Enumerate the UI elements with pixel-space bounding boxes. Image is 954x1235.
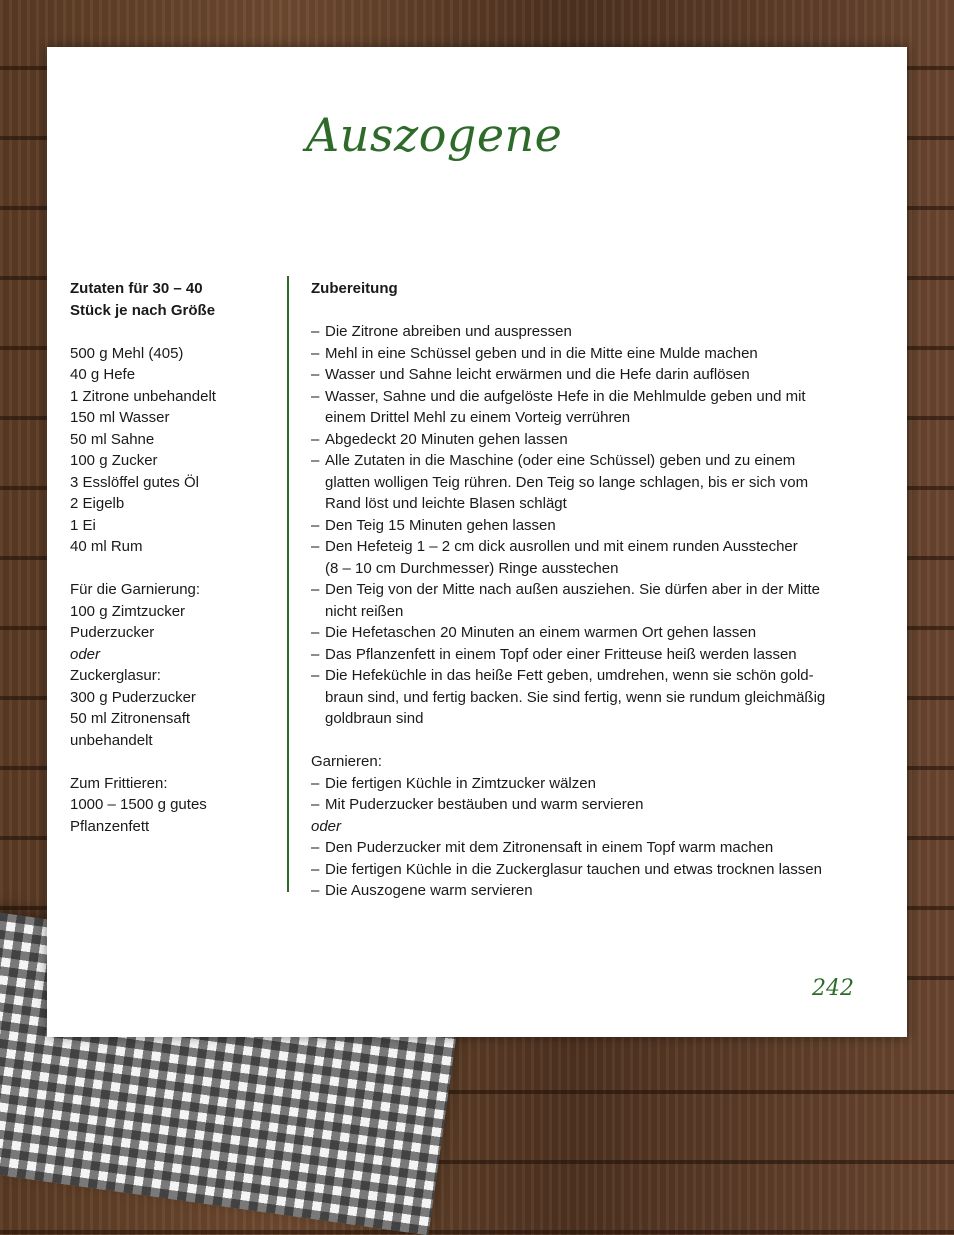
dash-bullet: – [311,516,320,534]
step-text-line: Den Hefeteig 1 – 2 cm dick ausrollen und mit einem runden Ausstecher [325,538,798,555]
list-item [311,880,881,902]
list-item [311,321,881,343]
dash-bullet: – [311,839,320,856]
ingredient-item: 40 ml Rum [70,538,143,555]
list-item [311,386,881,429]
dash-bullet: – [311,645,320,663]
step-text-line: Das Pflanzenfett in einem Topf oder einer Fritteuse heiß werden lassen [325,645,797,663]
step-text-line: braun sind, und fertig backen. Sie sind fertig, wenn sie rundum gleichmäßig [325,688,826,706]
garnish-steps-b [311,837,881,902]
ingredient-item: 1000 – 1500 g gutes [70,796,207,813]
ingredient-item: 500 g Mehl (405) [70,344,184,362]
ingredient-item: Pflanzenfett [70,817,150,835]
list-item [311,364,881,386]
step-text-line: Den Teig 15 Minuten gehen lassen [325,516,556,534]
dash-bullet: – [311,387,320,405]
step-text-line: Mit Puderzucker bestäuben und warm servieren [325,796,644,813]
step-text-line: Den Teig von der Mitte nach außen ausziehen. Sie dürfen aber in der Mitte [325,581,821,598]
ingredient-item: 150 ml Wasser [70,409,170,426]
page-number: 242 [812,976,854,1001]
ingredient-item: 100 g Zimtzucker [70,602,186,620]
list-item [311,536,881,579]
step-text-line: glatten wolligen Teig rühren. Den Teig so lange schlagen, bis er sich vom [325,473,809,491]
dash-bullet: – [311,774,320,792]
ingredient-item: Puderzucker [70,624,155,641]
dash-bullet: – [311,667,320,684]
ingredient-item: 300 g Puderzucker [70,688,196,706]
ingredient-item: 1 Ei [70,516,96,534]
frying-list [70,794,275,837]
frying-heading: Zum Frittieren: [70,774,168,792]
list-item [311,450,881,515]
garnish-or: oder [70,645,101,663]
step-text-line: Alle Zutaten in die Maschine (oder eine Schüssel) geben und zu einem [325,452,796,469]
step-text-line: Wasser und Sahne leicht erwärmen und die Hefe darin auflösen [325,366,750,383]
step-text-line: Die Auszogene warm servieren [325,882,533,899]
preparation-steps [311,321,881,730]
dash-bullet: – [311,323,320,340]
ingredients-list [70,343,275,558]
list-item [311,579,881,622]
ingredient-item: 3 Esslöffel gutes Öl [70,473,199,491]
list-item [311,343,881,365]
step-text-line: Mehl in eine Schüssel geben und in die Mitte eine Mulde machen [325,344,758,362]
dash-bullet: – [311,796,320,813]
step-text-line: Die fertigen Küchle in die Zuckerglasur tauchen und etwas trocknen lassen [325,860,822,878]
step-text-line: Die fertigen Küchle in Zimtzucker wälzen [325,774,596,792]
dash-bullet: – [311,344,320,362]
dash-bullet: – [311,882,320,899]
list-item [311,794,881,816]
dash-bullet: – [311,366,320,383]
ingredient-item: 1 Zitrone unbehandelt [70,387,216,405]
step-text-line: einem Drittel Mehl zu einem Vorteig verrühren [325,409,631,426]
list-item [311,622,881,644]
step-text-line: goldbraun sind [325,710,424,727]
ingredients-column [70,278,275,837]
dash-bullet: – [311,538,320,555]
ingredient-item: 40 g Hefe [70,366,136,383]
recipe-title: Auszogene [306,108,563,162]
step-text-line: Die Hefetaschen 20 Minuten an einem warmen Ort gehen lassen [325,624,757,641]
ingredient-item: Zuckerglasur: [70,667,161,684]
garnish-list-b [70,665,275,751]
ingredients-heading-line1: Zutaten für 30 – 40 [70,280,203,297]
garnish-steps-heading: Garnieren: [311,753,382,770]
step-text-line: Die Hefeküchle in das heiße Fett geben, umdrehen, wenn sie schön gold- [325,667,814,684]
garnish-heading: Für die Garnierung: [70,581,201,598]
ingredients-heading-line2: Stück je nach Größe [70,301,216,319]
ingredient-item: 50 ml Zitronensaft [70,710,191,727]
preparation-column [311,278,881,902]
list-item [311,515,881,537]
dash-bullet: – [311,581,320,598]
step-text-line: Abgedeckt 20 Minuten gehen lassen [325,430,568,448]
dash-bullet: – [311,860,320,878]
step-text-line: Wasser, Sahne und die aufgelöste Hefe in die Mehlmulde geben und mit [325,387,806,405]
dash-bullet: – [311,452,320,469]
list-item [311,837,881,859]
list-item [311,859,881,881]
dash-bullet: – [311,624,320,641]
step-text-line: (8 – 10 cm Durchmesser) Ringe ausstechen [325,559,619,577]
step-text-line: Rand löst und leichte Blasen schlägt [325,495,567,512]
ingredient-item: unbehandelt [70,731,153,749]
step-text-line: nicht reißen [325,602,404,620]
preparation-heading: Zubereitung [311,280,398,297]
dash-bullet: – [311,430,320,448]
ingredient-item: 2 Eigelb [70,495,125,512]
garnish-steps-a [311,773,881,816]
list-item [311,644,881,666]
step-text-line: Den Puderzucker mit dem Zitronensaft in einem Topf warm machen [325,839,774,856]
ingredient-item: 100 g Zucker [70,452,158,469]
garnish-list-a [70,601,275,644]
garnish-steps-or: oder [311,817,342,835]
list-item [311,665,881,730]
step-text-line: Die Zitrone abreiben und auspressen [325,323,572,340]
list-item [311,773,881,795]
ingredient-item: 50 ml Sahne [70,430,155,448]
list-item [311,429,881,451]
column-divider [287,276,289,892]
